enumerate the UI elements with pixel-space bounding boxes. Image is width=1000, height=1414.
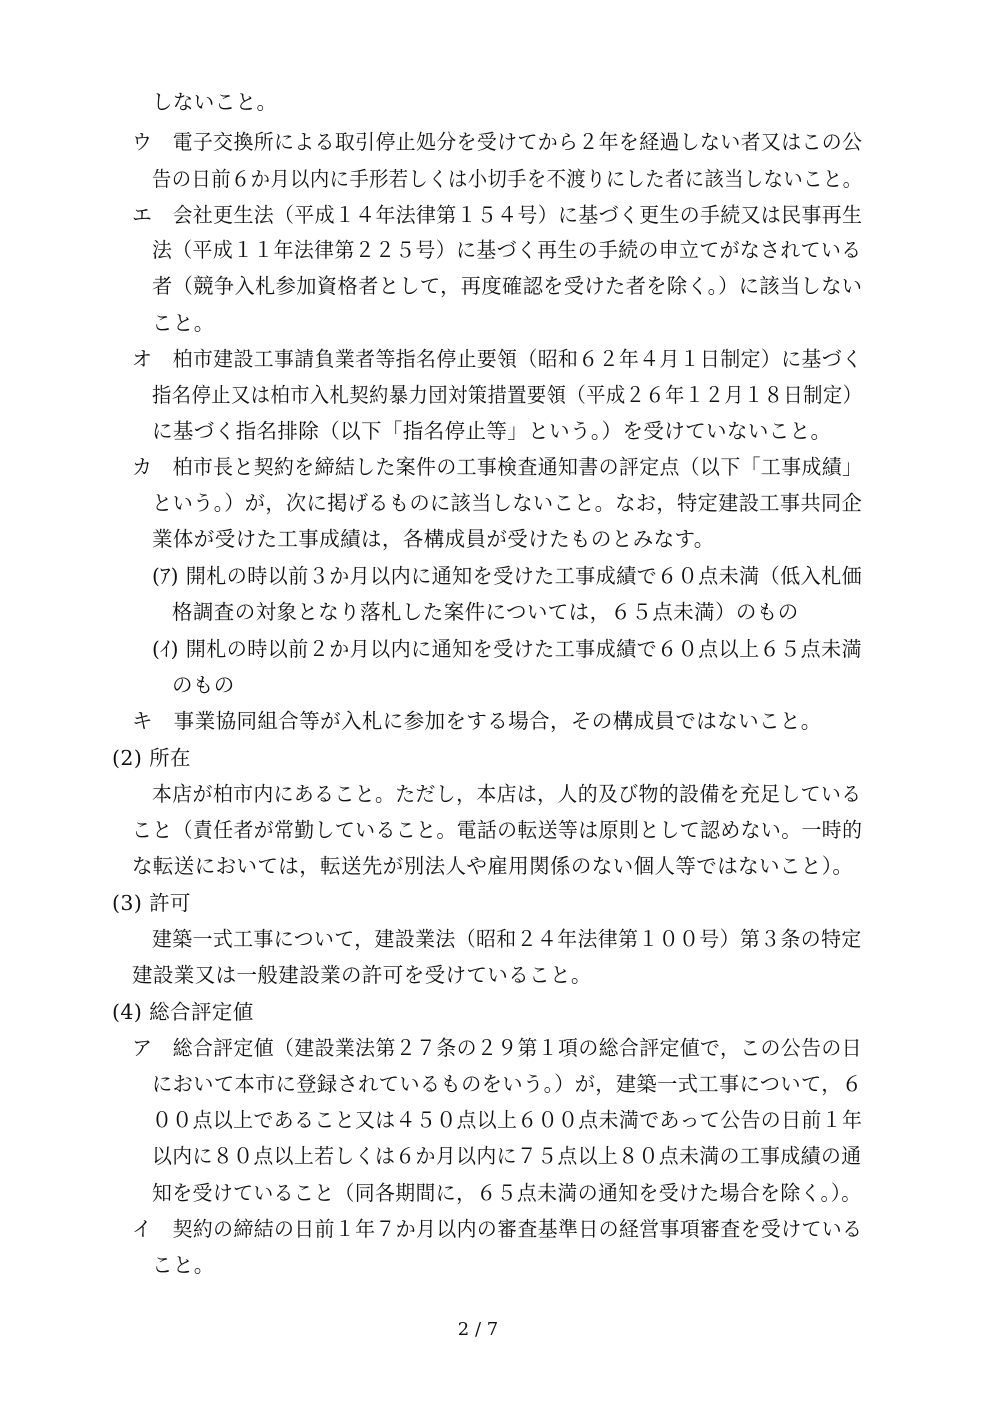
text-line: ００点以上であること又は４５０点以上６００点未満であって公告の日前１年 <box>152 1108 863 1132</box>
text-line: のもの <box>172 673 235 697</box>
text-line: キ 事業協同組合等が入札に参加をする場合，その構成員ではないこと。 <box>132 709 822 733</box>
text-line: 指名停止又は柏市入札契約暴力団対策措置要領（平成２６年１２月１８日制定） <box>152 383 863 407</box>
text-line: 告の日前６か月以内に手形若しくは小切手を不渡りにした者に該当しないこと。 <box>152 167 863 191</box>
text-line: な転送においては，転送先が別法人や雇用関係のない個人等ではないこと）。 <box>132 854 854 878</box>
text-line: エ 会社更生法（平成１４年法律第１５４号）に基づく更生の手続又は民事再生 <box>132 203 863 227</box>
text-line: オ 柏市建設工事請負業者等指名停止要領（昭和６２年４月１日制定）に基づく <box>132 347 863 371</box>
text-line: 知を受けていること（同各期間に，６５点未満の通知を受けた場合を除く。）。 <box>152 1181 862 1205</box>
text-line: こと。 <box>152 311 215 335</box>
text-line: 建設業又は一般建設業の許可を受けていること。 <box>132 963 592 987</box>
text-line: 法（平成１１年法律第２２５号）に基づく再生の手続の申立てがなされている <box>152 238 862 262</box>
text-line: しないこと。 <box>152 90 278 114</box>
text-line: 者（競争入札参加資格者として，再度確認を受けた者を除く。）に該当しない <box>152 274 863 298</box>
text-line: ア 総合評定値（建設業法第２７条の２９第１項の総合評定値で，この公告の日 <box>132 1036 862 1060</box>
section-heading: (4) 総合評定値 <box>112 1000 254 1024</box>
section-heading: (2) 所在 <box>112 746 191 770</box>
text-line: 格調査の対象となり落札した案件については，６５点未満）のもの <box>172 600 799 624</box>
text-line: 業体が受けた工事成績は，各構成員が受けたものとみなす。 <box>152 527 715 551</box>
text-line: 本店が柏市内にあること。ただし，本店は，人的及び物的設備を充足している <box>152 782 862 806</box>
text-line: ウ 電子交換所による取引停止処分を受けてから２年を経過しない者又はこの公 <box>132 130 863 154</box>
text-line: (ｲ) 開札の時以前２か月以内に通知を受けた工事成績で６０点以上６５点未満 <box>152 637 863 661</box>
text-line: イ 契約の締結の日前１年７か月以内の審査基準日の経営事項審査を受けている <box>132 1217 863 1241</box>
text-line: カ 柏市長と契約を締結した案件の工事検査通知書の評定点（以下「工事成績」 <box>132 455 863 479</box>
text-line: (ｱ) 開札の時以前３か月以内に通知を受けた工事成績で６０点未満（低入札価 <box>152 564 863 588</box>
section-heading: (3) 許可 <box>112 891 191 915</box>
text-line: という。）が，次に掲げるものに該当しないこと。なお，特定建設工事共同企 <box>152 491 863 515</box>
text-line: において本市に登録されているものをいう。）が，建築一式工事について，６ <box>152 1072 863 1096</box>
text-line: 建築一式工事について，建設業法（昭和２４年法律第１００号）第３条の特定 <box>152 927 862 951</box>
text-line: こと（責任者が常勤していること。電話の転送等は原則として認めない。一時的 <box>132 818 863 842</box>
text-line: こと。 <box>152 1253 215 1277</box>
text-line: に基づく指名排除（以下「指名停止等」という。）を受けていないこと。 <box>152 419 832 443</box>
page-number: 2 / 7 <box>457 1319 499 1340</box>
text-line: 以内に８０点以上若しくは６か月以内に７５点以上８０点未満の工事成績の通 <box>152 1144 862 1168</box>
